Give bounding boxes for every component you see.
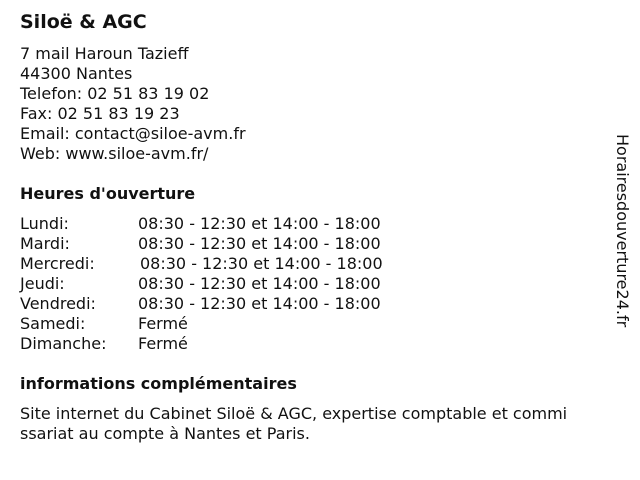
time-value: 08:30 - 12:30 et 14:00 - 18:00 <box>138 214 381 233</box>
info-description <box>20 404 620 444</box>
day-label: Mardi: <box>20 234 70 253</box>
address-city: 44300 Nantes <box>20 64 133 83</box>
business-name: Siloë & AGC <box>20 11 147 33</box>
hours-row-saturday <box>20 314 383 334</box>
day-label: Samedi: <box>20 314 86 333</box>
day-label: Dimanche: <box>20 334 107 353</box>
website: Web: www.siloe-avm.fr/ <box>20 144 209 163</box>
hours-row-sunday <box>20 334 383 354</box>
info-line-1: Site internet du Cabinet Siloë & AGC, expertise comptable et commi <box>20 404 568 423</box>
day-label: Mercredi: <box>20 254 95 273</box>
info-heading: informations complémentaires <box>20 374 297 393</box>
time-value: 08:30 - 12:30 et 14:00 - 18:00 <box>138 234 381 253</box>
phone-number: Telefon: 02 51 83 19 02 <box>20 84 210 103</box>
day-label: Lundi: <box>20 214 69 233</box>
day-label: Vendredi: <box>20 294 96 313</box>
hours-row-friday <box>20 294 383 314</box>
time-value: 08:30 - 12:30 et 14:00 - 18:00 <box>140 254 383 273</box>
site-watermark: Horairesdouverture24.fr <box>613 134 632 328</box>
hours-heading: Heures d'ouverture <box>20 184 196 203</box>
time-value: Fermé <box>138 314 188 333</box>
info-line-2: ssariat au compte à Nantes et Paris. <box>20 424 310 443</box>
hours-row-tuesday <box>20 234 383 254</box>
address-street: 7 mail Haroun Tazieff <box>20 44 189 63</box>
email-address: Email: contact@siloe-avm.fr <box>20 124 246 143</box>
contact-block <box>20 44 246 164</box>
time-value: 08:30 - 12:30 et 14:00 - 18:00 <box>138 274 381 293</box>
time-value: 08:30 - 12:30 et 14:00 - 18:00 <box>138 294 381 313</box>
hours-row-wednesday <box>20 254 383 274</box>
time-value: Fermé <box>138 334 188 353</box>
hours-row-monday <box>20 214 383 234</box>
fax-number: Fax: 02 51 83 19 23 <box>20 104 180 123</box>
day-label: Jeudi: <box>20 274 65 293</box>
hours-row-thursday <box>20 274 383 294</box>
opening-hours-table <box>20 214 383 354</box>
